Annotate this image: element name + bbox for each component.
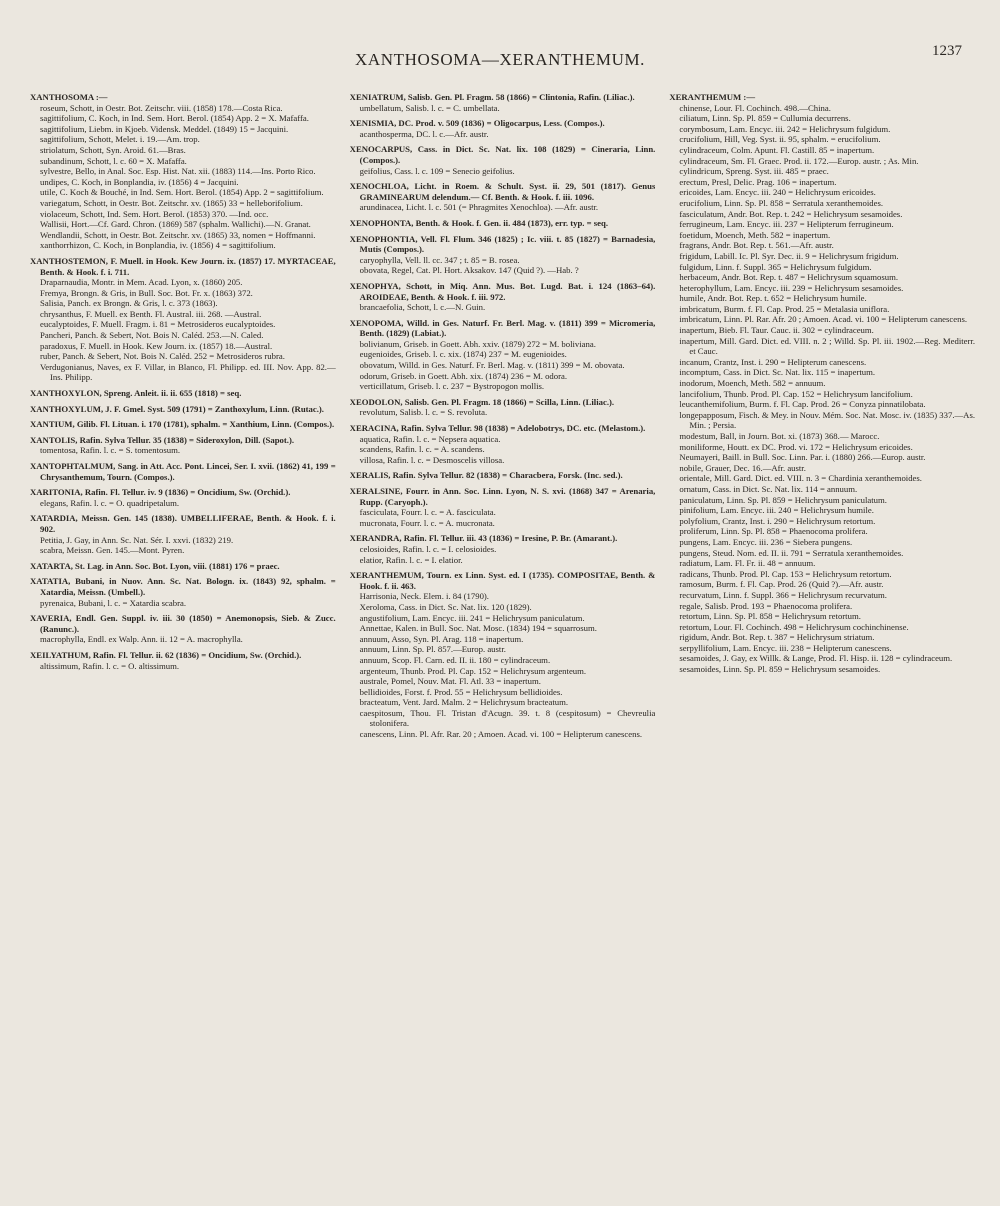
entry-heading: XENOPHONTA, Benth. & Hook. f. Gen. ii. 484 (1873), err. typ. = seq.: [349, 217, 609, 228]
entry-line: annuum, Asso, Syn. Pl. Arag. 118 = inapertum.: [359, 633, 524, 644]
genus-entry: [30, 256, 336, 383]
genus-entry: [30, 613, 336, 645]
genus-entry: [30, 576, 336, 608]
entry-line: roseum, Schott, in Oestr. Bot. Zeitschr. viii. (1858) 178.—Costa Rica.: [40, 102, 283, 113]
entry-line: umbellatum, Salisb. l. c. = C. umbellata.: [359, 102, 500, 113]
entry-line: fulgidum, Linn. f. Suppl. 365 = Helichrysum fulgidum.: [679, 261, 872, 272]
entry-line: subandinum, Schott, l. c. 60 = X. Mafaffa.: [40, 155, 187, 166]
entry-line: Salisia, Panch. ex Brongn. & Gris, l. c. 373 (1863).: [40, 298, 218, 309]
entry-line: inodorum, Moench, Meth. 582 = annuum.: [679, 378, 826, 389]
entry-line: angustifolium, Lam. Encyc. iii. 241 = Helichrysum paniculatum.: [359, 612, 585, 623]
entry-heading: XERANDRA, Rafin. Fl. Tellur. iii. 43 (1836) = Iresine, P. Br. (Amarant.).: [349, 533, 618, 544]
genus-entry: [30, 404, 336, 415]
entry-heading: XERALSINE, Fourr. in Ann. Soc. Linn. Lyon, N. S. xvi. (1868) 347 = Arenaria, Rupp. (Caryoph.).: [349, 486, 656, 507]
entry-line: imbricatum, Burm. f. Fl. Cap. Prod. 25 = Metalasia uniflora.: [679, 303, 890, 314]
genus-entry: [30, 561, 336, 572]
column-left: [30, 92, 336, 1182]
entry-line: moniliforme, Houtt. ex DC. Prod. vi. 172 = Helichrysum ericoides.: [679, 441, 913, 452]
entry-line: undipes, C. Koch, in Bonplandia, iv. (1856) 4 = Jacquini.: [40, 176, 239, 187]
genus-entry: [350, 181, 656, 213]
genus-entry: [350, 397, 656, 418]
genus-entry: [350, 218, 656, 229]
entry-line: pinifolium, Lam. Encyc. iii. 240 = Helichrysum humile.: [679, 505, 874, 516]
genus-entry: [350, 118, 656, 139]
entry-line: Xeroloma, Cass. in Dict. Sc. Nat. lix. 120 (1829).: [359, 601, 532, 612]
entry-line: utile, C. Koch & Bouché, in Ind. Sem. Hort. Berol. (1854) App. 2 = sagittifolium.: [40, 187, 324, 198]
entry-line: macrophylla, Endl. ex Walp. Ann. ii. 12 = A. macrophylla.: [40, 634, 243, 645]
entry-line: inapertum, Bieb. Fl. Taur. Cauc. ii. 302 = cylindraceum.: [679, 325, 874, 336]
entry-heading: XENOPHONTIA, Vell. Fl. Flum. 346 (1825) ; Ic. viii. t. 85 (1827) = Barnadesia, Mutis (Compos.).: [349, 233, 656, 255]
genus-entry: [350, 318, 656, 392]
entry-line: bellidioides, Forst. f. Prod. 55 = Helichrysum bellidioides.: [359, 686, 563, 697]
entry-line: bolivianum, Griseb. in Goett. Abh. xxiv. (1879) 272 = M. boliviana.: [359, 338, 596, 349]
entry-line: rigidum, Andr. Bot. Rep. t. 387 = Helichrysum striatum.: [679, 632, 875, 643]
entry-line: erectum, Presl, Delic. Prag. 106 = inapertum.: [679, 176, 837, 187]
entry-line: Wendlandii, Schott, in Oestr. Bot. Zeitschr. xv. (1865) 33, nomen = Hoffmanni.: [40, 229, 316, 240]
entry-line: xanthorrhizon, C. Koch, in Bonplandia, iv. (1856) 4 = sagittifolium.: [40, 240, 276, 251]
entry-line: sesamoides, J. Gay, ex Willk. & Lange, Prod. Fl. Hisp. ii. 128 = cylindraceum.: [679, 653, 953, 664]
entry-line: Neumayeri, Baill. in Bull. Soc. Linn. Par. i. (1880) 266.—Europ. austr.: [679, 452, 926, 463]
entry-line: eucalyptoides, F. Muell. Fragm. i. 81 = Metrosideros eucalyptoides.: [40, 319, 276, 330]
entry-heading: XENOPOMA, Willd. in Ges. Naturf. Fr. Berl. Mag. v. (1811) 399 = Micromeria, Benth. (1829) (Labiat.).: [349, 317, 656, 339]
entry-heading: XANTOLIS, Rafin. Sylva Tellur. 35 (1838) = Sideroxylon, Dill. (Sapot.).: [30, 434, 295, 445]
entry-line: lancifolium, Thunb. Prod. Pl. Cap. 152 = Helichrysum lancifolium.: [679, 388, 913, 399]
entry-line: ferrugineum, Lam. Encyc. iii. 237 = Helipterum ferrugineum.: [679, 219, 894, 230]
entry-heading: XANTHOSOMA :—: [30, 92, 108, 102]
entry-line: chinense, Lour. Fl. Cochinch. 498.—China.: [679, 102, 831, 113]
entry-line: ciliatum, Linn. Sp. Pl. 859 = Cullumia decurrens.: [679, 113, 851, 124]
entry-line: fasciculata, Fourr. l. c. = A. fasciculata.: [359, 507, 496, 518]
entry-line: scandens, Rafin. l. c. = A. scandens.: [359, 444, 485, 455]
entry-line: odorum, Griseb. in Goett. Abh. xix. (1874) 236 = M. odora.: [359, 370, 568, 381]
entry-line: serpyllifolium, Lam. Encyc. iii. 238 = Helipterum canescens.: [679, 642, 892, 653]
entry-line: annuum, Scop. Fl. Carn. ed. II. ii. 180 = cylindraceum.: [359, 654, 551, 665]
genus-entry: [30, 650, 336, 671]
entry-heading: XATARDIA, Meissn. Gen. 145 (1838). UMBELLIFERAE, Benth. & Hook. f. i. 902.: [30, 513, 336, 534]
entry-line: Harrisonia, Neck. Elem. i. 84 (1790).: [359, 591, 489, 602]
entry-heading: XANTOPHTALMUM, Sang. in Att. Acc. Pont. Lincei, Ser. I. xvii. (1862) 41, 199 = Chrysanthemum, Tourn. (Compos.).: [30, 461, 336, 482]
entry-line: mucronata, Fourr. l. c. = A. mucronata.: [359, 517, 495, 528]
entry-line: regale, Salisb. Prod. 193 = Phaenocoma prolifera.: [679, 600, 853, 611]
genus-entry: [350, 423, 656, 465]
entry-line: australe, Pomel, Nouv. Mat. Fl. Atl. 33 = inapertum.: [359, 676, 541, 687]
genus-entry: [669, 92, 975, 675]
entry-line: paniculatum, Linn. Sp. Pl. 859 = Helichrysum paniculatum.: [679, 494, 887, 505]
entry-heading: XENOPHYA, Schott, in Miq. Ann. Mus. Bot. Lugd. Bat. i. 124 (1863–64). AROIDEAE, Benth. & Hook. f. iii. 972.: [349, 280, 656, 302]
entry-line: incanum, Crantz, Inst. i. 290 = Helipterum canescens.: [679, 356, 867, 367]
entry-line: caryophylla, Vell. ll. cc. 347 ; t. 85 = B. rosea.: [359, 254, 520, 265]
entry-line: imbricatum, Linn. Pl. Rar. Afr. 20 ; Amoen. Acad. vi. 100 = Helipterum canescens.: [679, 314, 968, 325]
entry-line: modestum, Ball, in Journ. Bot. xi. (1873) 368.— Marocc.: [679, 431, 880, 441]
entry-line: corymbosum, Lam. Encyc. iii. 242 = Helichrysum fulgidum.: [679, 123, 891, 134]
entry-line: nobile, Grauer, Dec. 16.—Afr. austr.: [679, 462, 806, 473]
entry-line: brancaefolia, Schott, l. c.—N. Guin.: [359, 302, 486, 313]
genus-entry: [30, 487, 336, 508]
entry-line: ramosum, Burm. f. Fl. Cap. Prod. 26 (Quid ?).—Afr. austr.: [679, 579, 884, 590]
entry-heading: XERALIS, Rafin. Sylva Tellur. 82 (1838) = Characbera, Forsk. (Inc. sed.).: [349, 470, 623, 481]
entry-line: frigidum, Labill. Ic. Pl. Syr. Dec. ii. 9 = Helichrysum frigidum.: [679, 250, 899, 261]
entry-heading: XATARTA, St. Lag. in Ann. Soc. Bot. Lyon, viii. (1881) 176 = praec.: [30, 560, 280, 571]
entry-line: revolutum, Salisb. l. c. = S. revoluta.: [359, 407, 488, 418]
entry-line: cylindricum, Spreng. Syst. iii. 485 = praec.: [679, 166, 829, 177]
entry-line: variegatum, Schott, in Oestr. Bot. Zeitschr. xv. (1865) 33 = helleborifolium.: [40, 197, 303, 208]
entry-line: Verdugonianus, Naves, ex F. Villar, in Blanco, Fl. Philipp. ed. III. Nov. App. 82.—Ins. Philipp.: [40, 361, 336, 383]
entry-line: radiatum, Lam. Fl. Fr. ii. 48 = annuum.: [679, 558, 816, 569]
entry-line: Fremya, Brongn. & Gris, in Bull. Soc. Bot. Fr. x. (1863) 372.: [40, 287, 253, 298]
entry-line: pungens, Lam. Encyc. iii. 236 = Siebera pungens.: [679, 536, 853, 547]
running-head: XANTHOSOMA—XERANTHEMUM.: [354, 50, 646, 69]
entry-heading: XENOCHLOA, Licht. in Roem. & Schult. Syst. ii. 29, 501 (1817). Genus GRAMINEARUM delendum.— Cf. Benth. & Hook. f. iii. 1096.: [349, 181, 656, 202]
entry-heading: XAVERIA, Endl. Gen. Suppl. iv. iii. 30 (1850) = Anemonopsis, Sieb. & Zucc. (Ranunc.).: [30, 613, 336, 634]
genus-entry: [350, 486, 656, 528]
entry-heading: XARITONIA, Rafin. Fl. Tellur. iv. 9 (1836) = Oncidium, Sw. (Orchid.).: [30, 487, 291, 498]
entry-line: fragrans, Andr. Bot. Rep. t. 561.—Afr. austr.: [679, 240, 834, 251]
text-columns: [30, 92, 975, 1182]
entry-line: humile, Andr. Bot. Rep. t. 652 = Helichrysum humile.: [679, 293, 867, 304]
entry-line: elegans, Rafin. l. c. = O. quadripetalum.: [40, 497, 180, 508]
entry-heading: XENOCARPUS, Cass. in Dict. Sc. Nat. lix. 108 (1829) = Cineraria, Linn. (Compos.).: [349, 144, 656, 165]
entry-heading: XANTHOXYLON, Spreng. Anleit. ii. ii. 655 (1818) = seq.: [30, 388, 242, 399]
entry-line: sagittifolium, C. Koch, in Ind. Sem. Hort. Berol. (1854) App. 2 = X. Mafaffa.: [40, 113, 309, 124]
entry-line: eugenioides, Griseb. l. c. xix. (1874) 237 = M. eugenioides.: [359, 349, 567, 360]
entry-heading: XANTHOXYLUM, J. F. Gmel. Syst. 509 (1791) = Zanthoxylum, Linn. (Rutac.).: [30, 403, 324, 414]
entry-heading: XANTIUM, Gilib. Fl. Lituan. i. 170 (1781), sphalm. = Xanthium, Linn. (Compos.).: [30, 419, 335, 430]
entry-line: cylindraceum, Colm. Apunt. Fl. Castill. 85 = inapertum.: [679, 144, 875, 155]
entry-line: villosa, Rafin. l. c. = Desmoscelis villosa.: [359, 454, 505, 465]
entry-line: foetidum, Moench, Meth. 582 = inapertum.: [679, 229, 831, 240]
entry-line: erucifolium, Linn. Sp. Pl. 858 = Serratula xeranthemoides.: [679, 197, 884, 208]
entry-heading: XATATIA, Bubani, in Nuov. Ann. Sc. Nat. Bologn. ix. (1843) 92, sphalm. = Xatardia, Meissn. (Umbell.).: [30, 576, 336, 597]
entry-line: annuum, Linn. Sp. Pl. 857.—Europ. austr.: [359, 644, 506, 655]
entry-line: elatior, Rafin. l. c. = I. elatior.: [359, 554, 463, 565]
genus-entry: [350, 533, 656, 565]
entry-heading: XERANTHEMUM, Tourn. ex Linn. Syst. ed. I (1735). COMPOSITAE, Benth. & Hook. f. ii. 463.: [349, 570, 656, 591]
entry-line: argenteum, Thunb. Prod. Pl. Cap. 152 = Helichrysum argenteum.: [359, 665, 587, 676]
entry-line: radicans, Thunb. Prod. Pl. Cap. 153 = Helichrysum retortum.: [679, 568, 892, 579]
entry-line: Annettae, Kalen. in Bull. Soc. Nat. Mosc. (1834) 194 = squarrosum.: [359, 623, 597, 634]
entry-line: paradoxus, F. Muell. in Hook. Kew Journ. ix. (1857) 18.—Austral.: [40, 340, 273, 351]
entry-line: polyfolium, Crantz, Inst. i. 290 = Helichrysum retortum.: [679, 515, 876, 526]
entry-line: retortum, Linn. Sp. Pl. 858 = Helichrysum retortum.: [679, 611, 861, 622]
entry-line: ornatum, Cass. in Dict. Sc. Nat. lix. 114 = annuum.: [679, 483, 858, 494]
entry-line: altissimum, Rafin. l. c. = O. altissimum.: [40, 660, 180, 671]
entry-line: herbaceum, Andr. Bot. Rep. t. 487 = Helichrysum squamosum.: [679, 272, 899, 283]
entry-heading: XEILYATHUM, Rafin. Fl. Tellur. ii. 62 (1836) = Oncidium, Sw. (Orchid.).: [30, 649, 302, 660]
entry-line: sesamoides, Linn. Sp. Pl. 859 = Helichrysum sesamoides.: [679, 664, 881, 675]
entry-line: chrysanthus, F. Muell. ex Benth. Fl. Austral. iii. 268. —Austral.: [40, 308, 262, 319]
entry-line: ruber, Panch. & Sebert, Not. Bois N. Caléd. 252 = Metrosideros rubra.: [40, 351, 285, 362]
entry-heading: XEODOLON, Salisb. Gen. Pl. Fragm. 18 (1866) = Scilla, Linn. (Liliac.).: [349, 396, 615, 407]
entry-line: striolatum, Schott, Syn. Aroid. 61.—Bras.: [40, 144, 186, 155]
entry-line: heterophyllum, Lam. Encyc. iii. 239 = Helichrysum sesamoides.: [679, 282, 904, 293]
entry-line: incomptum, Cass. in Dict. Sc. Nat. lix. 115 = inapertum.: [679, 367, 876, 378]
entry-line: sagittifolium, Schott, Melet. i. 19.—Am. trop.: [40, 134, 200, 145]
genus-entry: [350, 92, 656, 113]
entry-line: leucanthemifolium, Burm. f. Fl. Cap. Prod. 26 = Conyza pinnatilobata.: [679, 399, 926, 410]
entry-line: Petitia, J. Gay, in Ann. Sc. Nat. Sér. I. xxvi. (1832) 219.: [40, 534, 234, 545]
entry-line: bracteatum, Vent. Jard. Malm. 2 = Helichrysum bracteatum.: [359, 697, 569, 708]
genus-entry: [350, 570, 656, 740]
genus-entry: [30, 92, 336, 251]
entry-heading: XENISMIA, DC. Prod. v. 509 (1836) = Oligocarpus, Less. (Compos.).: [349, 118, 605, 129]
column-middle: [350, 92, 656, 1182]
entry-line: retortum, Lour. Fl. Cochinch. 498 = Helichrysum cochinchinense.: [679, 621, 909, 632]
genus-entry: [30, 461, 336, 482]
entry-line: recurvatum, Linn. f. Suppl. 366 = Helichrysum recurvatum.: [679, 589, 887, 600]
entry-line: celosioides, Rafin. l. c. = I. celosioides.: [359, 543, 497, 554]
genus-entry: [350, 144, 656, 176]
genus-entry: [350, 470, 656, 481]
entry-line: inapertum, Mill. Gard. Dict. ed. VIII. n. 2 ; Willd. Sp. Pl. iii. 1902.—Reg. Mediterr. et Cauc.: [679, 335, 976, 357]
entry-line: scabra, Meissn. Gen. 145.—Mont. Pyren.: [40, 545, 185, 556]
entry-heading: XERANTHEMUM :—: [669, 92, 756, 102]
genus-entry: [30, 435, 336, 456]
entry-line: Wallisii, Hort.—Cf. Gard. Chron. (1869) 587 (sphalm. Wallichi).—N. Granat.: [40, 219, 311, 230]
entry-heading: XERACINA, Rafin. Sylva Tellur. 98 (1838) = Adelobotrys, DC. etc. (Melastom.).: [349, 423, 646, 434]
entry-line: proliferum, Linn. Sp. Pl. 858 = Phaenocoma prolifera.: [679, 526, 868, 537]
entry-line: verticillatum, Griseb. l. c. 237 = Bystropogon mollis.: [359, 381, 545, 392]
entry-line: cylindraceum, Sm. Fl. Graec. Prod. ii. 172.—Europ. austr. ; As. Min.: [679, 155, 919, 166]
entry-heading: XENIATRUM, Salisb. Gen. Pl. Fragm. 58 (1866) = Clintonia, Rafin. (Liliac.).: [349, 92, 635, 102]
genus-entry: [30, 513, 336, 555]
entry-line: Draparnaudia, Montr. in Mem. Acad. Lyon, x. (1860) 205.: [40, 277, 243, 288]
page-number: 1237: [932, 43, 962, 59]
entry-line: ericoides, Lam. Encyc. iii. 240 = Helichrysum ericoides.: [679, 187, 876, 198]
entry-line: longepapposum, Fisch. & Mey. in Nouv. Mém. Soc. Nat. Mosc. iv. (1835) 337.—As. Min. ; Persia.: [679, 409, 976, 431]
entry-line: crucifolium, Hill, Veg. Syst. ii. 95, sphalm. = erucifolium.: [679, 134, 881, 145]
entry-line: pyrenaica, Bubani, l. c. = Xatardia scabra.: [40, 597, 187, 608]
entry-line: geifolius, Cass. l. c. 109 = Senecio geifolius.: [359, 165, 515, 176]
entry-line: violaceum, Schott, Ind. Sem. Hort. Berol. (1853) 370. —Ind. occ.: [40, 208, 269, 219]
column-right: [669, 92, 975, 1182]
entry-line: sylvestre, Bello, in Anal. Soc. Esp. Hist. Nat. xii. (1883) 114.—Ins. Porto Rico.: [40, 166, 316, 177]
entry-line: Pancheri, Panch. & Sebert, Not. Bois N. Caléd. 253.—N. Caled.: [40, 330, 264, 341]
entry-line: orientale, Mill. Gard. Dict. ed. VIII. n. 3 = Chardinia xeranthemoides.: [679, 473, 922, 484]
entry-line: sagittifolium, Liebm. in Kjoeb. Vidensk. Meddel. (1849) 15 = Jacquini.: [40, 123, 289, 134]
entry-line: pungens, Steud. Nom. ed. II. ii. 791 = Serratula xeranthemoides.: [679, 547, 904, 558]
entry-line: aquatica, Rafin. l. c. = Nepsera aquatica.: [359, 433, 501, 444]
genus-entry: [350, 281, 656, 313]
entry-line: tomentosa, Rafin. l. c. = S. tomentosum.: [40, 445, 181, 456]
entry-line: arundinacea, Licht. l. c. 501 (= Phragmites Xenochloa). —Afr. austr.: [359, 202, 599, 213]
entry-line: acanthosperma, DC. l. c.—Afr. austr.: [359, 128, 489, 139]
entry-line: caespitosum, Thou. Fl. Tristan d'Acugn. 39. t. 8 (cespitosum) = Chevreulia stolonifera.: [359, 707, 656, 729]
entry-heading: XANTHOSTEMON, F. Muell. in Hook. Kew Journ. ix. (1857) 17. MYRTACEAE, Benth. & Hook. f. i. 711.: [30, 255, 336, 277]
genus-entry: [350, 234, 656, 276]
genus-entry: [30, 419, 336, 430]
entry-line: obovata, Regel, Cat. Pl. Hort. Aksakov. 147 (Quid ?). —Hab. ?: [359, 265, 579, 276]
genus-entry: [30, 388, 336, 399]
entry-line: obovatum, Willd. in Ges. Naturf. Fr. Berl. Mag. v. (1811) 399 = M. obovata.: [359, 360, 625, 371]
entry-line: fasciculatum, Andr. Bot. Rep. t. 242 = Helichrysum sesamoides.: [679, 208, 903, 219]
entry-line: canescens, Linn. Pl. Afr. Rar. 20 ; Amoen. Acad. vi. 100 = Helipterum canescens.: [359, 729, 643, 740]
